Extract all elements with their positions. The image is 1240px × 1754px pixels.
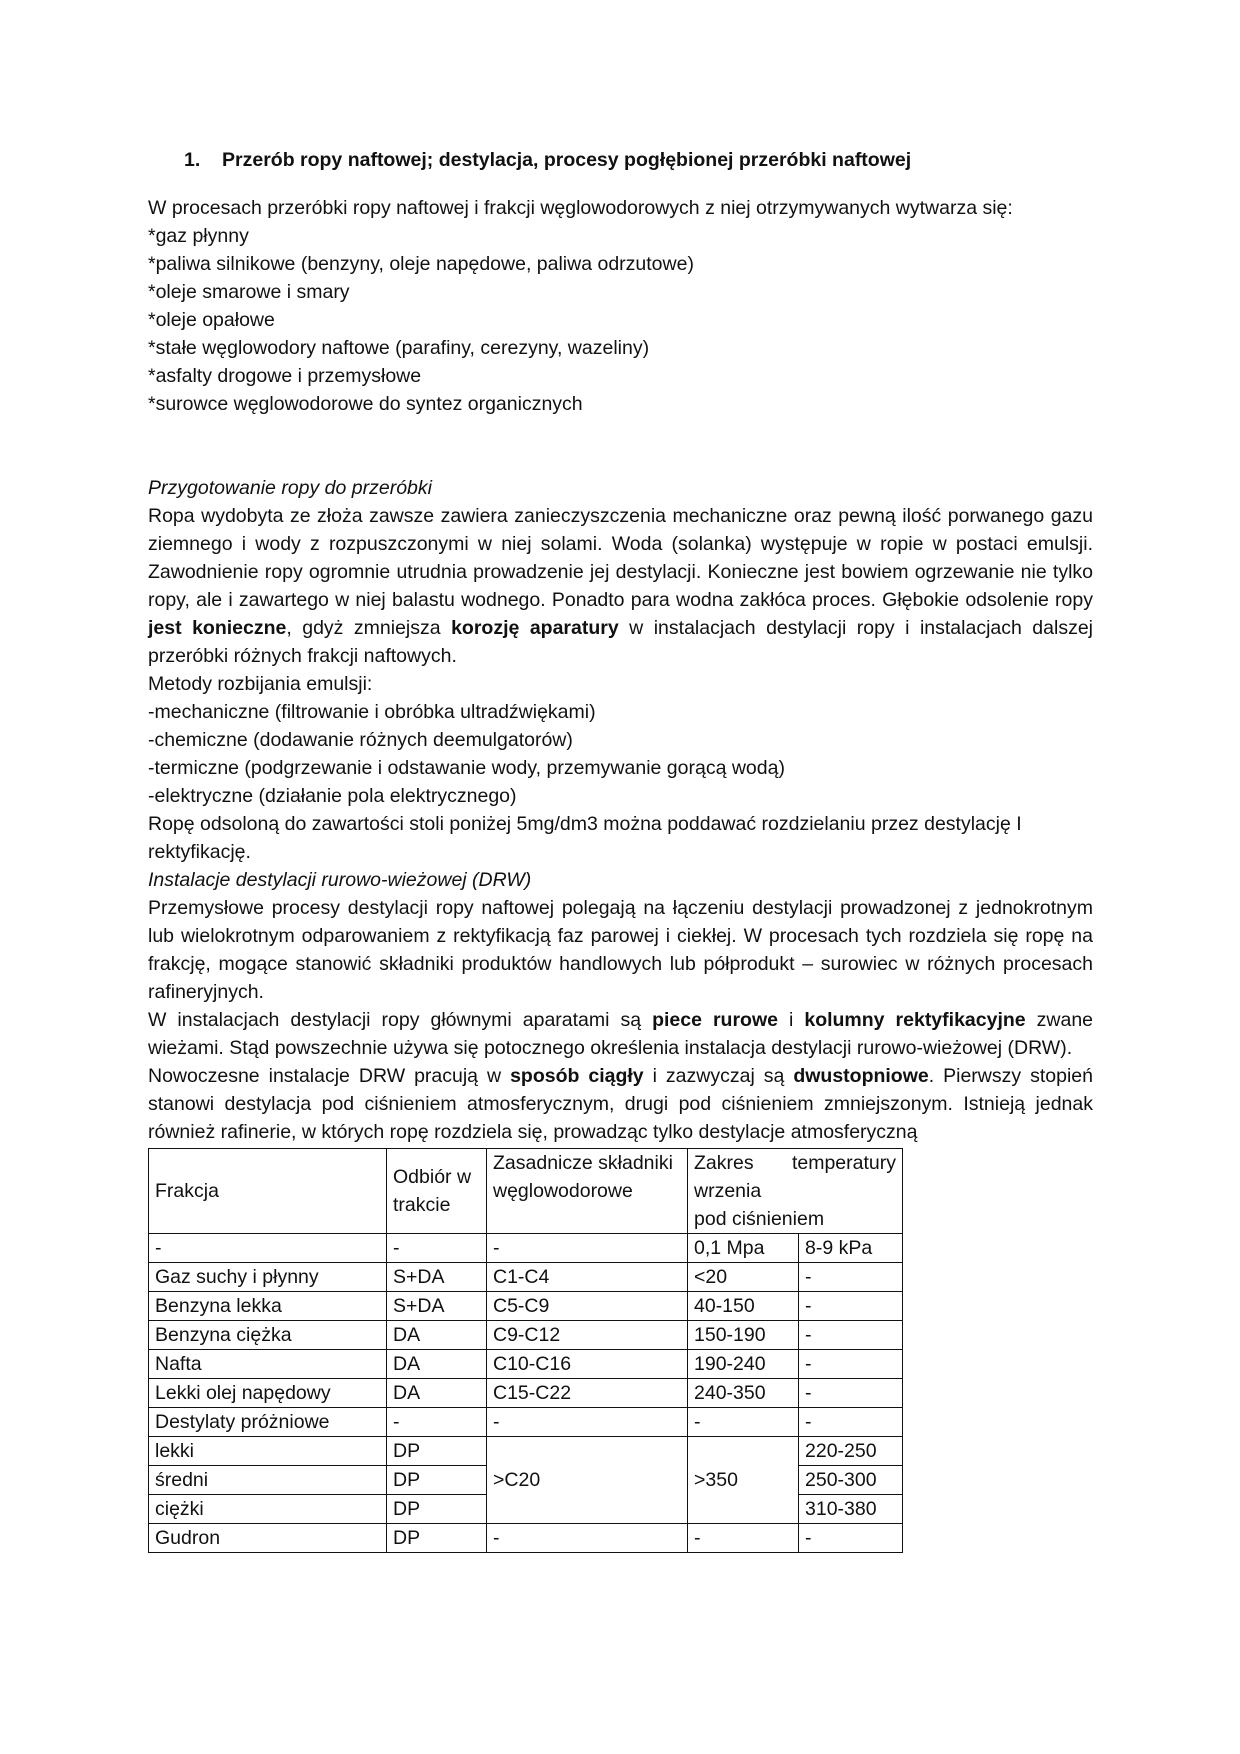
table-row [149, 1263, 903, 1292]
table-cell: C9-C12 [487, 1321, 688, 1350]
table-cell-merged: >C20 [487, 1437, 688, 1524]
table-cell: DA [387, 1321, 487, 1350]
fractions-table [148, 1148, 903, 1553]
table-cell: Gudron [149, 1524, 387, 1553]
table-cell: C5-C9 [487, 1292, 688, 1321]
method-item: -chemiczne (dodawanie różnych deemulgatorów) [148, 729, 573, 751]
product-item: *gaz płynny [148, 225, 249, 247]
text-run: . Pierwszy stopień stanowi destylacja pod ciśnieniem atmosferycznym, drugi pod ciśnieniem zmniejszonym. Istnieją jednak również rafinerie, w których ropę rozdziela się, prowadząc tylko destylacje atmosferyczną [148, 1065, 1093, 1143]
section-heading [184, 146, 1093, 174]
method-item: -elektryczne (działanie pola elektrycznego) [148, 785, 517, 807]
table-cell: 220-250 [799, 1437, 903, 1466]
table-cell: 240-350 [688, 1379, 799, 1408]
table-cell: DP [387, 1524, 487, 1553]
table-cell: <20 [688, 1263, 799, 1292]
drw-paragraph-3 [148, 1062, 1093, 1146]
header-odbior: Odbiór w trakcie [387, 1149, 487, 1234]
table-cell: 0,1 Mpa [688, 1234, 799, 1263]
text-run: W instalacjach destylacji ropy głównymi aparatami są [148, 1009, 653, 1031]
text-run: Nowoczesne instalacje DRW pracują w [148, 1065, 511, 1087]
bold-text: dwustopniowe [793, 1065, 929, 1087]
table-row [149, 1437, 903, 1466]
heading-text: Przerób ropy naftowej; destylacja, procesy pogłębionej przeróbki naftowej [222, 149, 912, 171]
table-cell: lekki [149, 1437, 387, 1466]
spacer [148, 418, 1093, 474]
table-cell: Gaz suchy i płynny [149, 1263, 387, 1292]
preparation-paragraph [148, 502, 1093, 670]
table-cell: - [799, 1292, 903, 1321]
bold-text: kolumny rektyfikacyjne [804, 1009, 1026, 1031]
table-row [149, 1524, 903, 1553]
table-cell: - [487, 1234, 688, 1263]
table-cell: DA [387, 1350, 487, 1379]
product-item: *oleje smarowe i smary [148, 281, 350, 303]
table-cell: - [799, 1524, 903, 1553]
methods-list [148, 698, 1093, 810]
table-row [149, 1321, 903, 1350]
table-cell: Destylaty próżniowe [149, 1408, 387, 1437]
table-cell: S+DA [387, 1263, 487, 1292]
heading-number: 1. [184, 149, 201, 171]
table-cell: - [799, 1350, 903, 1379]
text-run: i [777, 1009, 805, 1031]
product-item: *asfalty drogowe i przemysłowe [148, 365, 422, 387]
intro-paragraph: W procesach przeróbki ropy naftowej i frakcji węglowodorowych z niej otrzymywanych wytwarza się: [148, 197, 1013, 219]
table-cell: - [149, 1234, 387, 1263]
table-cell: - [688, 1408, 799, 1437]
header-text: pod ciśnieniem [694, 1208, 825, 1230]
bold-text: sposób ciągły [510, 1065, 644, 1087]
table-cell: DA [387, 1379, 487, 1408]
table-cell: Nafta [149, 1350, 387, 1379]
header-text: Zakres [694, 1152, 754, 1174]
table-cell-merged: >350 [688, 1437, 799, 1524]
subsection-title-preparation: Przygotowanie ropy do przeróbki [148, 477, 432, 499]
table-cell: - [799, 1379, 903, 1408]
product-item: *stałe węglowodory naftowe (parafiny, cerezyny, wazeliny) [148, 337, 650, 359]
drw-paragraph-2 [148, 1006, 1093, 1062]
table-cell: 8-9 kPa [799, 1234, 903, 1263]
table-cell: 310-380 [799, 1495, 903, 1524]
table-cell: 40-150 [688, 1292, 799, 1321]
text-run: zwane wieżami. Stąd powszechnie używa się potocznego określenia instalacja destylacji rurowo-wieżowej (DRW). [148, 1009, 1094, 1059]
table-cell: - [387, 1234, 487, 1263]
desalting-paragraph: Ropę odsoloną do zawartości stoli poniżej 5mg/dm3 można poddawać rozdzielaniu przez destylację I rektyfikację. [148, 813, 1022, 863]
table-cell: - [799, 1408, 903, 1437]
table-cell: 190-240 [688, 1350, 799, 1379]
table-cell: - [799, 1263, 903, 1292]
method-item: -termiczne (podgrzewanie i odstawanie wody, przemywanie gorącą wodą) [148, 757, 785, 779]
table-cell: ciężki [149, 1495, 387, 1524]
table-cell: DP [387, 1437, 487, 1466]
table-cell: C1-C4 [487, 1263, 688, 1292]
table-cell: - [799, 1321, 903, 1350]
bold-text: piece rurowe [652, 1009, 778, 1031]
bold-text: jest konieczne [148, 617, 287, 639]
table-cell: DP [387, 1495, 487, 1524]
table-row [149, 1350, 903, 1379]
table-cell: S+DA [387, 1292, 487, 1321]
table-subheader-row [149, 1234, 903, 1263]
table-row [149, 1408, 903, 1437]
table-cell: DP [387, 1466, 487, 1495]
header-frakcja: Frakcja [149, 1149, 387, 1234]
header-text: wrzenia [694, 1180, 762, 1202]
table-row [149, 1292, 903, 1321]
drw-paragraph-1: Przemysłowe procesy destylacji ropy naftowej polegają na łączeniu destylacji prowadzonej z jednokrotnym lub wielokrotnym odparowaniem z rektyfikacją faz parowej i ciekłej. W procesach tych rozdziela się ropę na frakcję, mogące stanowić składniki produktów handlowych lub półprodukt – surowiec w różnych procesach rafineryjnych. [148, 897, 1093, 1003]
text-run: i zazwyczaj są [643, 1065, 794, 1087]
table-cell: Lekki olej napędowy [149, 1379, 387, 1408]
table-cell: - [487, 1408, 688, 1437]
subsection-title-drw: Instalacje destylacji rurowo-wieżowej (DRW) [148, 869, 532, 891]
methods-title: Metody rozbijania emulsji: [148, 673, 373, 695]
header-zakres [688, 1149, 903, 1234]
table-cell: C15-C22 [487, 1379, 688, 1408]
table-cell: C10-C16 [487, 1350, 688, 1379]
document-content [148, 146, 1093, 1553]
text-run: Ropa wydobyta ze złoża zawsze zawiera zanieczyszczenia mechaniczne oraz pewną ilość porwanego gazu ziemnego i wody z rozpuszczonymi w niej solami. Woda (solanka) występuje w ropie w postaci emulsji. Zawodnienie ropy ogromnie utrudnia prowadzenie jej destylacji. Konieczne jest bowiem ogrzewanie nie tylko ropy, ale i zawartego w niej balastu wodnego. Ponadto para wodna zakłóca proces. Głębokie odsolenie ropy [148, 505, 1093, 611]
table-cell: 150-190 [688, 1321, 799, 1350]
table-cell: 250-300 [799, 1466, 903, 1495]
table-cell: Benzyna ciężka [149, 1321, 387, 1350]
table-row [149, 1379, 903, 1408]
product-item: *surowce węglowodorowe do syntez organicznych [148, 393, 583, 415]
method-item: -mechaniczne (filtrowanie i obróbka ultradźwiękami) [148, 701, 596, 723]
table-header-row [149, 1149, 903, 1234]
bold-text: korozję aparatury [451, 617, 619, 639]
table-cell: - [688, 1524, 799, 1553]
table-cell: - [387, 1408, 487, 1437]
table-cell: - [487, 1524, 688, 1553]
table-cell: średni [149, 1466, 387, 1495]
products-list [148, 222, 1093, 418]
table-cell: Benzyna lekka [149, 1292, 387, 1321]
text-run: w instalacjach destylacji ropy i instalacjach dalszej przeróbki różnych frakcji naftowych. [148, 617, 1094, 667]
product-item: *paliwa silnikowe (benzyny, oleje napędowe, paliwa odrzutowe) [148, 253, 694, 275]
header-text: temperatury [791, 1152, 896, 1174]
text-run: , gdyż zmniejsza [286, 617, 452, 639]
product-item: *oleje opałowe [148, 309, 275, 331]
header-skladniki: Zasadnicze składniki węglowodorowe [487, 1149, 688, 1234]
